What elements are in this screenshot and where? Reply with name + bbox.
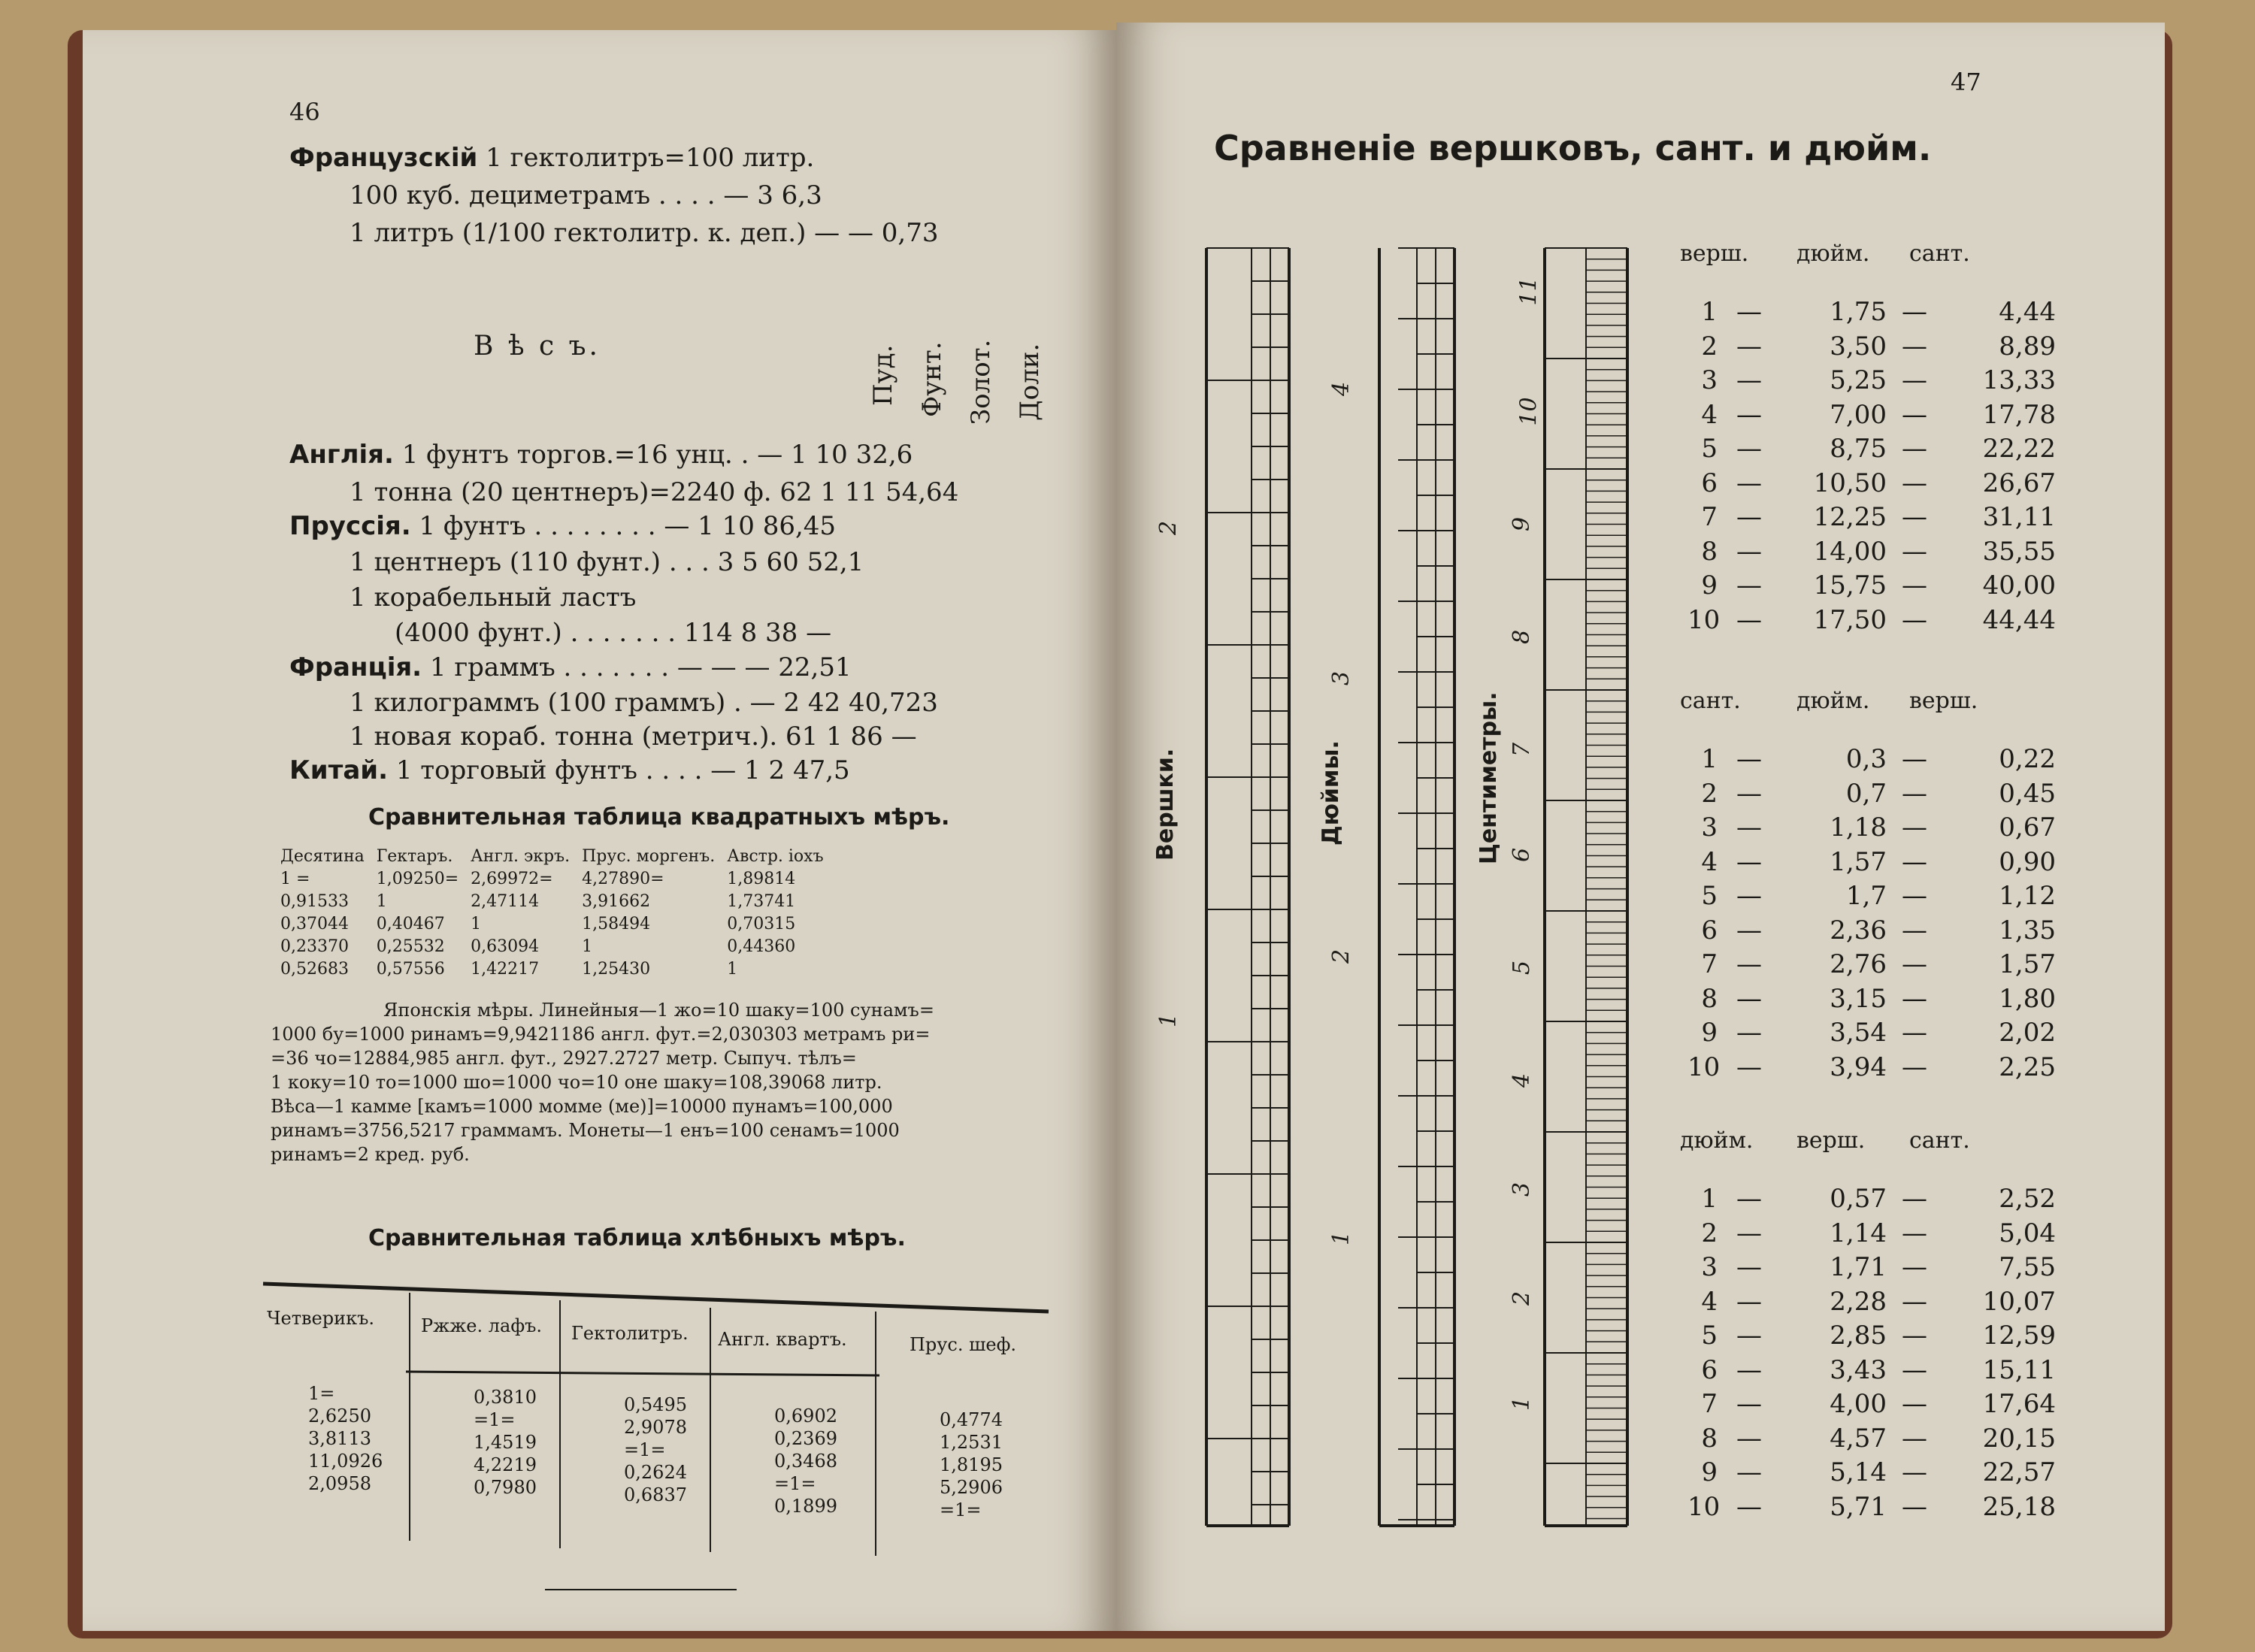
- ruler-number: 7: [1509, 742, 1536, 758]
- col-funt: Фунт.: [917, 341, 947, 417]
- dash-separator: —: [1902, 1389, 1927, 1419]
- japan-line: Японскія мѣры. Линейныя—1 жо=10 шаку=100 сунамъ=: [383, 1000, 934, 1021]
- cell: 0,52683: [280, 960, 349, 979]
- ruler-number: 9: [1509, 516, 1536, 532]
- weight-text: 1 граммъ . . . . . . . — — — 22,51: [429, 652, 852, 682]
- weight-text: 1 фунтъ торгов.=16 унц. . — 1 10 32,6: [401, 440, 913, 470]
- ruler-number: 2: [1328, 949, 1355, 964]
- grain-cell: =1=: [474, 1409, 516, 1430]
- grain-cell: 0,4774: [940, 1409, 1003, 1430]
- page-number: 46: [289, 98, 320, 126]
- dash-separator: —: [1902, 331, 1927, 362]
- weight-text: 1 килограммъ (100 граммъ) . — 2 42 40,723: [350, 688, 938, 718]
- dash-separator: —: [1902, 536, 1927, 567]
- cell: 0,70315: [727, 915, 796, 933]
- grain-cell: 5,2906: [940, 1477, 1003, 1498]
- table-cell: 3: [1701, 812, 1718, 843]
- cell: 1,25430: [582, 960, 651, 979]
- grain-cell: 11,0926: [308, 1451, 383, 1472]
- japan-line: ринамъ=2 кред. руб.: [271, 1144, 470, 1165]
- table-cell: 1,7: [1845, 881, 1887, 911]
- table-cell: 0,45: [1999, 778, 2056, 809]
- ruler-number: 10: [1515, 397, 1542, 426]
- dash-separator: —: [1736, 1184, 1762, 1214]
- table-cell: 2,02: [1999, 1018, 2056, 1048]
- table-header: сант.: [1680, 688, 1741, 714]
- right-page: [1116, 23, 2165, 1631]
- dash-separator: —: [1736, 744, 1762, 774]
- cell: 3,91662: [582, 892, 651, 911]
- ruler-number: 6: [1509, 847, 1536, 863]
- dash-separator: —: [1736, 1218, 1762, 1248]
- dash-separator: —: [1902, 1051, 1927, 1082]
- dash-separator: —: [1902, 983, 1927, 1014]
- table-cell: 2,25: [1999, 1051, 2056, 1082]
- dash-separator: —: [1902, 949, 1927, 979]
- table-cell: 3: [1701, 365, 1718, 395]
- table-cell: 5: [1701, 434, 1718, 464]
- cell: 2,69972=: [471, 870, 553, 888]
- dash-separator: —: [1736, 778, 1762, 809]
- table-cell: 1: [1701, 744, 1718, 774]
- cell: 0,25532: [376, 937, 445, 956]
- table-cell: 5,71: [1830, 1491, 1887, 1522]
- grain-cell: 2,6250: [308, 1405, 371, 1427]
- cell: 0,44360: [727, 937, 796, 956]
- dash-separator: —: [1902, 434, 1927, 464]
- dash-separator: —: [1736, 915, 1762, 946]
- vershki-label: Вершки.: [1152, 748, 1179, 861]
- table-cell: 10,07: [1982, 1286, 2056, 1317]
- dash-separator: —: [1736, 949, 1762, 979]
- weight-text: 1 торговый фунтъ . . . . — 1 2 47,5: [395, 755, 850, 785]
- grain-cell: 0,2624: [624, 1462, 687, 1483]
- table-cell: 9: [1701, 570, 1718, 601]
- dash-separator: —: [1902, 881, 1927, 911]
- table-cell: 26,67: [1982, 467, 2056, 498]
- table-cell: 10: [1687, 604, 1721, 635]
- weight-text: 1 центнеръ (110 фунт.) . . . 3 5 60 52,1: [350, 547, 864, 577]
- grain-cell: 0,7980: [474, 1477, 537, 1498]
- table-cell: 6: [1701, 915, 1718, 946]
- table-cell: 4: [1701, 1286, 1718, 1317]
- dash-separator: —: [1902, 502, 1927, 532]
- table-cell: 0,57: [1830, 1184, 1887, 1214]
- table-cell: 1,57: [1830, 846, 1887, 877]
- grain-cell: =1=: [774, 1473, 816, 1494]
- table-header: дюйм.: [1796, 688, 1870, 714]
- sq-header: Гектаръ.: [376, 847, 453, 866]
- grain-header: Англ. квартъ.: [718, 1329, 847, 1350]
- dash-separator: —: [1902, 604, 1927, 635]
- grain-cell: 2,0958: [308, 1473, 371, 1494]
- ruler-number: 5: [1509, 960, 1536, 976]
- cell: 0,91533: [280, 892, 349, 911]
- dash-separator: —: [1902, 1491, 1927, 1522]
- japan-line: 1 коку=10 то=1000 шо=1000 чо=10 оне шаку=108,39068 литр.: [271, 1072, 882, 1093]
- table-cell: 2,28: [1830, 1286, 1887, 1317]
- japan-line: ринамъ=3756,5217 граммамъ. Монеты—1 енъ=100 сенамъ=1000: [271, 1120, 900, 1141]
- table-cell: 10: [1687, 1491, 1721, 1522]
- table-cell: 7,55: [1999, 1252, 2056, 1282]
- table-cell: 8: [1701, 536, 1718, 567]
- dash-separator: —: [1902, 1286, 1927, 1317]
- cell: 1 =: [280, 870, 310, 888]
- table-cell: 2: [1701, 1218, 1718, 1248]
- cell: 4,27890=: [582, 870, 664, 888]
- table-cell: 6: [1701, 467, 1718, 498]
- table-cell: 17,78: [1982, 399, 2056, 430]
- grain-cell: 1=: [308, 1383, 335, 1404]
- ruler-number: 3: [1328, 670, 1355, 686]
- dash-separator: —: [1736, 846, 1762, 877]
- dash-separator: —: [1736, 331, 1762, 362]
- table-cell: 4,57: [1830, 1423, 1887, 1454]
- table-cell: 25,18: [1982, 1491, 2056, 1522]
- grain-cell: 0,3468: [774, 1451, 837, 1472]
- dash-separator: —: [1902, 1457, 1927, 1487]
- table-header: верш.: [1909, 688, 1978, 714]
- grain-table-lines: [83, 30, 1116, 1631]
- table-cell: 0,3: [1845, 744, 1887, 774]
- table-cell: 12,25: [1813, 502, 1887, 532]
- table-cell: 35,55: [1982, 536, 2056, 567]
- dash-separator: —: [1736, 604, 1762, 635]
- dash-separator: —: [1736, 570, 1762, 601]
- table-cell: 4,44: [1999, 297, 2056, 327]
- dash-separator: —: [1902, 1354, 1927, 1385]
- grain-header: Прус. шеф.: [910, 1334, 1017, 1355]
- table-cell: 1,71: [1830, 1252, 1887, 1282]
- table-cell: 44,44: [1982, 604, 2056, 635]
- dash-separator: —: [1902, 778, 1927, 809]
- japan-line: 1000 бу=1000 ринамъ=9,9421186 англ. фут.=2,030303 метрамъ ри=: [271, 1024, 931, 1045]
- dash-separator: —: [1736, 812, 1762, 843]
- table-cell: 5,25: [1830, 365, 1887, 395]
- grain-cell: 0,3810: [474, 1387, 537, 1408]
- table-cell: 5: [1701, 1321, 1718, 1351]
- grain-cell: 0,6837: [624, 1484, 687, 1505]
- cell: 1: [727, 960, 738, 979]
- table-header: верш.: [1796, 1127, 1866, 1154]
- ruler-number: 3: [1509, 1182, 1536, 1197]
- table-cell: 14,00: [1813, 536, 1887, 567]
- table-cell: 1,75: [1830, 297, 1887, 327]
- cell: 1,89814: [727, 870, 796, 888]
- col-doli: Доли.: [1015, 343, 1045, 421]
- weight-text: 1 фунтъ . . . . . . . . — 1 10 86,45: [419, 511, 837, 541]
- dash-separator: —: [1902, 297, 1927, 327]
- dash-separator: —: [1736, 1354, 1762, 1385]
- dash-separator: —: [1736, 434, 1762, 464]
- dash-separator: —: [1902, 812, 1927, 843]
- sq-header: Австр. іохъ: [727, 847, 824, 866]
- weight-country: Китай.: [289, 755, 389, 785]
- dash-separator: —: [1902, 467, 1927, 498]
- left-page: [83, 30, 1116, 1631]
- dash-separator: —: [1736, 1286, 1762, 1317]
- dash-separator: —: [1902, 1252, 1927, 1282]
- grain-cell: 2,9078: [624, 1417, 687, 1438]
- table-cell: 2,36: [1830, 915, 1887, 946]
- cell: 1,58494: [582, 915, 651, 933]
- dash-separator: —: [1902, 1218, 1927, 1248]
- table-cell: 6: [1701, 1354, 1718, 1385]
- table-cell: 2,85: [1830, 1321, 1887, 1351]
- table-header: дюйм.: [1796, 241, 1870, 267]
- cell: 0,40467: [376, 915, 445, 933]
- cell: 2,47114: [471, 892, 540, 911]
- grain-cell: 1,4519: [474, 1432, 537, 1453]
- table-header: верш.: [1680, 241, 1749, 267]
- france-volume-line-2: 100 куб. дециметрамъ . . . . — 3 6,3: [350, 180, 822, 210]
- table-cell: 7: [1701, 502, 1718, 532]
- table-cell: 8: [1701, 1423, 1718, 1454]
- dash-separator: —: [1736, 1423, 1762, 1454]
- weight-text: 1 тонна (20 центнеръ)=2240 ф. 62 1 11 54,64: [350, 477, 959, 507]
- table-cell: 8,89: [1999, 331, 2056, 362]
- cell: 1: [376, 892, 387, 911]
- table-cell: 8,75: [1830, 434, 1887, 464]
- table-cell: 31,11: [1982, 502, 2056, 532]
- grain-cell: 0,1899: [774, 1496, 837, 1517]
- dash-separator: —: [1736, 297, 1762, 327]
- table-cell: 12,59: [1982, 1321, 2056, 1351]
- table-cell: 2,76: [1830, 949, 1887, 979]
- inches-label: Дюймы.: [1318, 740, 1344, 846]
- weight-text: (4000 фунт.) . . . . . . . 114 8 38 —: [395, 618, 832, 648]
- table-cell: 22,57: [1982, 1457, 2056, 1487]
- table-cell: 1,80: [1999, 983, 2056, 1014]
- ruler-number: 4: [1328, 381, 1355, 397]
- dash-separator: —: [1736, 399, 1762, 430]
- ruler-number: 1: [1509, 1396, 1536, 1411]
- table-cell: 2,52: [1999, 1184, 2056, 1214]
- ruler-number: 11: [1515, 277, 1542, 306]
- table-cell: 8: [1701, 983, 1718, 1014]
- table-cell: 3,54: [1830, 1018, 1887, 1048]
- table-cell: 9: [1701, 1457, 1718, 1487]
- grain-cell: =1=: [940, 1499, 982, 1520]
- grain-header: Ржже. лафъ.: [421, 1315, 543, 1336]
- table-cell: 1,18: [1830, 812, 1887, 843]
- grain-header: Гектолитръ.: [571, 1323, 689, 1344]
- table-cell: 10,50: [1813, 467, 1887, 498]
- dash-separator: —: [1736, 1018, 1762, 1048]
- table-cell: 5,04: [1999, 1218, 2056, 1248]
- sq-header: Англ. экръ.: [471, 847, 571, 866]
- dash-separator: —: [1736, 1321, 1762, 1351]
- table-cell: 1,14: [1830, 1218, 1887, 1248]
- dash-separator: —: [1736, 1491, 1762, 1522]
- grain-cell: 3,8113: [308, 1428, 371, 1449]
- dash-separator: —: [1736, 502, 1762, 532]
- table-cell: 7: [1701, 1389, 1718, 1419]
- japan-line: Вѣса—1 камме [камъ=1000 момме (ме)]=10000 пунамъ=100,000: [271, 1096, 893, 1117]
- table-cell: 4: [1701, 846, 1718, 877]
- page-title: Сравненіе вершковъ, сант. и дюйм.: [1214, 128, 1932, 168]
- table-cell: 22,22: [1982, 434, 2056, 464]
- cell: 1: [471, 915, 482, 933]
- table-cell: 1: [1701, 1184, 1718, 1214]
- dash-separator: —: [1902, 1184, 1927, 1214]
- table-cell: 2: [1701, 331, 1718, 362]
- dash-separator: —: [1736, 1051, 1762, 1082]
- table-cell: 1,57: [1999, 949, 2056, 979]
- cell: 1,42217: [471, 960, 540, 979]
- table-cell: 3: [1701, 1252, 1718, 1282]
- col-pud: Пуд.: [868, 344, 898, 406]
- table-cell: 2: [1701, 778, 1718, 809]
- weight-text: 1 корабельный ластъ: [350, 582, 637, 613]
- dash-separator: —: [1736, 365, 1762, 395]
- weight-country: Франція.: [289, 652, 422, 682]
- ruler-number: 1: [1155, 1012, 1182, 1028]
- table-header: дюйм.: [1680, 1127, 1754, 1154]
- table-cell: 0,7: [1845, 778, 1887, 809]
- dash-separator: —: [1736, 1252, 1762, 1282]
- dash-separator: —: [1902, 1321, 1927, 1351]
- japan-line: =36 чо=12884,985 англ. фут., 2927.2727 метр. Сыпуч. тѣлъ=: [271, 1048, 857, 1069]
- table-cell: 0,22: [1999, 744, 2056, 774]
- grain-table-title: Сравнительная таблица хлѣбныхъ мѣръ.: [368, 1225, 906, 1251]
- weight-country: Англія.: [289, 440, 394, 470]
- dash-separator: —: [1736, 1457, 1762, 1487]
- grain-header: Четверикъ.: [267, 1308, 375, 1329]
- ruler-number: 2: [1509, 1290, 1536, 1306]
- table-cell: 0,90: [1999, 846, 2056, 877]
- cell: 1,73741: [727, 892, 796, 911]
- dash-separator: —: [1736, 881, 1762, 911]
- cell: 1,09250=: [376, 870, 459, 888]
- grain-cell: 1,2531: [940, 1432, 1003, 1453]
- grain-cell: =1=: [624, 1439, 666, 1460]
- table-cell: 9: [1701, 1018, 1718, 1048]
- table-cell: 1,35: [1999, 915, 2056, 946]
- ruler-number: 2: [1155, 520, 1182, 536]
- table-cell: 7: [1701, 949, 1718, 979]
- cell: 0,37044: [280, 915, 349, 933]
- table-cell: 15,75: [1813, 570, 1887, 601]
- grain-cell: 0,6902: [774, 1405, 837, 1427]
- ruler-number: 1: [1328, 1230, 1355, 1246]
- france-volume-line-3: 1 литръ (1/100 гектолитр. к. деп.) — — 0,73: [350, 218, 939, 248]
- table-cell: 4,00: [1830, 1389, 1887, 1419]
- cell: 0,23370: [280, 937, 349, 956]
- dash-separator: —: [1736, 467, 1762, 498]
- table-cell: 1,12: [1999, 881, 2056, 911]
- grain-cell: 0,2369: [774, 1428, 837, 1449]
- weight-heading: В ѣ с ъ.: [474, 331, 601, 362]
- table-header: сант.: [1909, 1127, 1970, 1154]
- dash-separator: —: [1902, 570, 1927, 601]
- grain-cell: 0,5495: [624, 1394, 687, 1415]
- table-cell: 15,11: [1982, 1354, 2056, 1385]
- sq-header: Прус. моргенъ.: [582, 847, 716, 866]
- col-zolot: Золот.: [966, 339, 996, 425]
- table-cell: 40,00: [1982, 570, 2056, 601]
- table-cell: 20,15: [1982, 1423, 2056, 1454]
- cell: 0,63094: [471, 937, 540, 956]
- dash-separator: —: [1902, 915, 1927, 946]
- cell: 0,57556: [376, 960, 445, 979]
- table-cell: 13,33: [1982, 365, 2056, 395]
- dash-separator: —: [1902, 744, 1927, 774]
- dash-separator: —: [1902, 1423, 1927, 1454]
- table-cell: 10: [1687, 1051, 1721, 1082]
- france-volume-line-1: Французскій 1 гектолитръ=100 литр.: [289, 143, 815, 173]
- table-cell: 17,64: [1982, 1389, 2056, 1419]
- table-cell: 3,43: [1830, 1354, 1887, 1385]
- table-cell: 4: [1701, 399, 1718, 430]
- dash-separator: —: [1736, 983, 1762, 1014]
- dash-separator: —: [1736, 536, 1762, 567]
- table-cell: 5,14: [1830, 1457, 1887, 1487]
- table-cell: 0,67: [1999, 812, 2056, 843]
- table-cell: 5: [1701, 881, 1718, 911]
- weight-country: Пруссія.: [289, 511, 411, 541]
- dash-separator: —: [1902, 399, 1927, 430]
- table-cell: 7,00: [1830, 399, 1887, 430]
- grain-cell: 1,8195: [940, 1454, 1003, 1475]
- table-cell: 3,15: [1830, 983, 1887, 1014]
- table-cell: 1: [1701, 297, 1718, 327]
- table-cell: 3,94: [1830, 1051, 1887, 1082]
- sq-header: Десятина: [280, 847, 365, 866]
- cell: 1: [582, 937, 593, 956]
- dash-separator: —: [1902, 365, 1927, 395]
- cm-label: Центиметры.: [1476, 691, 1502, 864]
- dash-separator: —: [1902, 1018, 1927, 1048]
- table-cell: 17,50: [1813, 604, 1887, 635]
- square-table-title: Сравнительная таблица квадратныхъ мѣръ.: [368, 804, 950, 831]
- table-cell: 3,50: [1830, 331, 1887, 362]
- weight-text: 1 новая кораб. тонна (метрич.). 61 1 86 —: [350, 722, 917, 752]
- table-header: сант.: [1909, 241, 1970, 267]
- dash-separator: —: [1736, 1389, 1762, 1419]
- ruler-number: 4: [1509, 1073, 1536, 1088]
- ruler-number: 8: [1509, 629, 1536, 645]
- page-number: 47: [1951, 68, 1981, 96]
- dash-separator: —: [1902, 846, 1927, 877]
- grain-cell: 4,2219: [474, 1454, 537, 1475]
